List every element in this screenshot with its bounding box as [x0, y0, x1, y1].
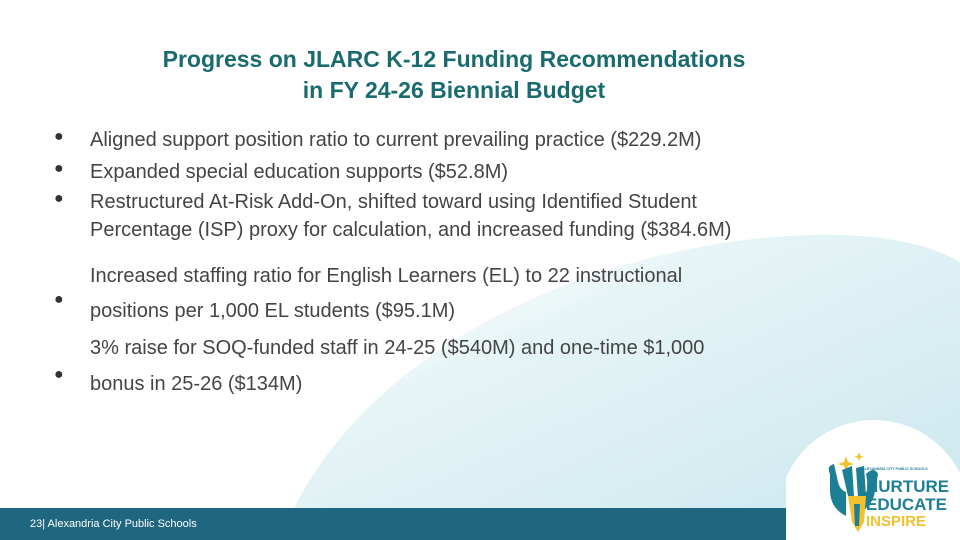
- logo-word-nurture: NURTURE: [866, 477, 950, 496]
- bullet-text: Expanded special education supports ($52.8M): [90, 161, 509, 183]
- logo-small-text: ALEXANDRIA CITY PUBLIC SCHOOLS: [862, 467, 928, 471]
- bullet-text: Aligned support position ratio to current prevailing practice ($229.2M): [90, 129, 702, 151]
- bullet-dot: ●: [54, 366, 64, 383]
- bullet-dot: ●: [54, 291, 64, 308]
- bullet-text: Restructured At-Risk Add-On, shifted toward using Identified Student: [90, 191, 697, 213]
- bullet-dot: ●: [54, 190, 64, 207]
- slide-title: [0, 44, 908, 106]
- bullet-text: Increased staffing ratio for English Learners (EL) to 22 instructional: [90, 265, 683, 287]
- nurture-educate-inspire-logo: [786, 404, 960, 540]
- bullet-text-continued: Percentage (ISP) proxy for calculation, and increased funding ($384.6M): [90, 219, 732, 241]
- bullet-text: 3% raise for SOQ-funded staff in 24-25 ($540M) and one-time $1,000: [90, 337, 705, 359]
- bullet-text-continued: positions per 1,000 EL students ($95.1M): [90, 300, 456, 322]
- logo-word-inspire: INSPIRE: [866, 513, 927, 530]
- title-line-1: Progress on JLARC K-12 Funding Recommendations: [162, 46, 746, 72]
- logo-word-educate: EDUCATE: [866, 495, 947, 514]
- bullet-dot: ●: [54, 160, 64, 177]
- bullet-text-continued: bonus in 25-26 ($134M): [90, 373, 303, 395]
- title-line-2: in FY 24-26 Biennial Budget: [302, 77, 606, 103]
- bullet-dot: ●: [54, 128, 64, 145]
- footer-page-label: 23| Alexandria City Public Schools: [30, 518, 197, 530]
